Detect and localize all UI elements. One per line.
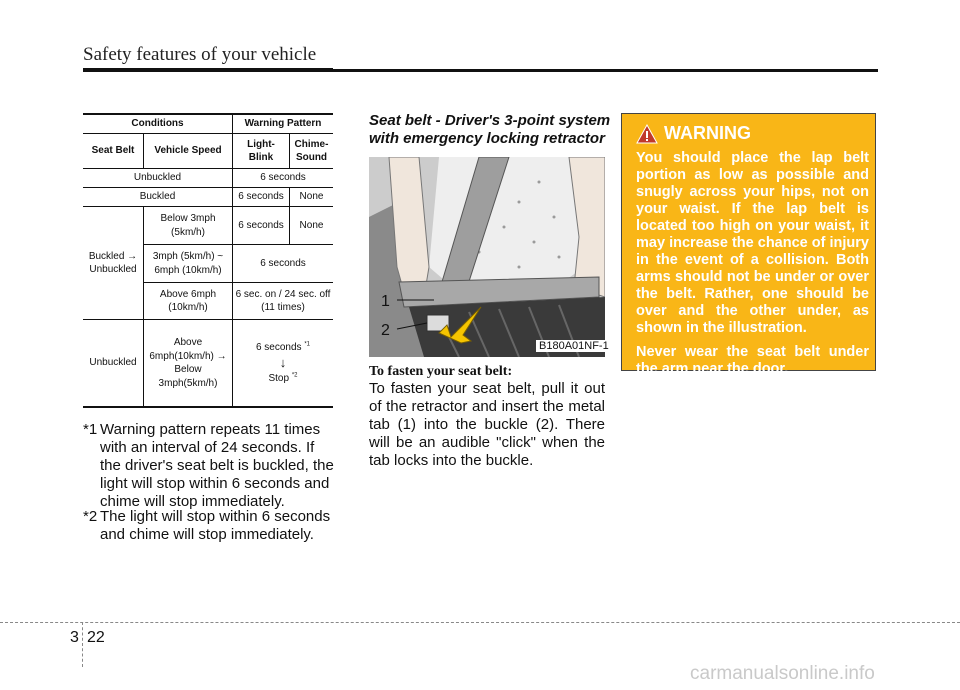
cell-r2-chime: None: [290, 188, 334, 207]
chapter-number: 3: [70, 629, 79, 646]
r6-arrow: ↓: [279, 355, 287, 371]
cell-r4-speed: [144, 245, 233, 283]
cell-r5-val: [233, 283, 334, 320]
warning-pattern-table: [83, 113, 333, 408]
section-title: Seat belt - Driver's 3-point system with emergency locking retractor: [369, 112, 611, 147]
footnote-2: [83, 508, 335, 544]
warning-head: [636, 123, 751, 144]
page-number: 22: [87, 629, 105, 646]
cell-r4-val: 6 seconds: [233, 245, 334, 283]
header-rule-accent: [83, 68, 333, 72]
r4-speed-line2: 6mph (10km/h): [154, 264, 222, 276]
warning-text: [636, 150, 869, 385]
cell-r1-val: 6 seconds: [233, 169, 334, 188]
cell-r6-speed: [144, 320, 233, 408]
seat-belt-illustration: [369, 157, 605, 357]
r5-val-line2: (11 times): [261, 302, 305, 313]
footnote-2-text: The light will stop within 6 seconds and chime will stop immediately.: [100, 508, 331, 543]
th-seat-belt: Seat Belt: [83, 134, 144, 169]
cell-r3-speed: [144, 207, 233, 245]
watermark: carmanualsonline.info: [690, 663, 875, 684]
r5-speed-line1: Above 6mph: [159, 288, 217, 300]
footer-divider: [82, 622, 83, 667]
cell-r6-belt: Unbuckled: [83, 320, 144, 408]
th-warning-pattern: Warning Pattern: [233, 114, 334, 134]
r3-speed-line2: (5km/h): [171, 226, 205, 238]
r6-val-line1: 6 seconds: [255, 341, 302, 353]
footnote-1-text: Warning pattern repeats 11 times with an interval of 24 seconds. If the driver's seat belt is buckled, the light will stop within 6 seconds and chime will stop immediately.: [100, 421, 334, 510]
r6-sup2: *2: [291, 372, 298, 379]
th-light-blink: Light-Blink: [233, 134, 290, 169]
cell-r6-val: [233, 320, 334, 408]
r6-speed-line2: 6mph(10km/h) →: [149, 350, 227, 362]
r6-speed-line3: Below: [174, 364, 202, 375]
warning-paragraph-2: Never wear the seat belt under the arm near the door.: [636, 344, 869, 377]
cell-r3-belt: Buckled → Unbuckled: [83, 207, 144, 320]
seat-belt-illustration-svg: [369, 157, 605, 357]
r5-speed-line2: (10km/h): [168, 302, 208, 313]
footnote-1: [83, 421, 335, 511]
th-vehicle-speed: Vehicle Speed: [144, 134, 233, 169]
cell-r3-chime: None: [290, 207, 334, 245]
cell-r1-cond: Unbuckled: [83, 169, 233, 188]
warning-triangle-icon: [636, 124, 658, 144]
cell-r3-light: 6 seconds: [233, 207, 290, 245]
warning-paragraph-1: You should place the lap belt portion as low as possible and snugly across your hips, not on your waist. If the lap belt is located too high on your waist, it may increase the chance of injury in the event of a collision. Both arms should not be under or over the belt. Rather, one should be over and the other under, as shown in the illustration.: [636, 150, 869, 336]
r5-val-line1: 6 sec. on / 24 sec. off: [235, 288, 331, 300]
figure-code: B180A01NF-1: [536, 340, 612, 352]
th-chime-sound: Chime-Sound: [290, 134, 334, 169]
footnote-2-mark: *2: [83, 508, 98, 525]
warning-title: WARNING: [664, 123, 751, 143]
r6-speed-line1: Above: [173, 337, 203, 348]
page-header-title: Safety features of your vehicle: [83, 44, 317, 65]
warning-box: [621, 113, 876, 377]
r6-val-line2: Stop: [268, 372, 290, 384]
r4-speed-line1: 3mph (5km/h) ~: [152, 251, 224, 262]
callout-2: 2: [381, 322, 390, 339]
callout-1: 1: [381, 293, 390, 310]
cell-r2-cond: Buckled: [83, 188, 233, 207]
r6-speed-line4: 3mph(5km/h): [158, 377, 218, 389]
fasten-body: To fasten your seat belt, pull it out of the retractor and insert the metal tab (1) into the buckle (2). There will be an audible "click" when the tab locks into the buckle.: [369, 380, 605, 469]
th-conditions: Conditions: [83, 114, 233, 134]
footer-rule: [0, 622, 960, 623]
fasten-subtitle: To fasten your seat belt:: [369, 364, 513, 379]
r6-sup1: *1: [304, 341, 311, 348]
footnote-1-mark: *1: [83, 421, 98, 438]
cell-r2-light: 6 seconds: [233, 188, 290, 207]
cell-r5-speed: [144, 283, 233, 320]
r3-speed-line1: Below 3mph: [160, 213, 216, 224]
